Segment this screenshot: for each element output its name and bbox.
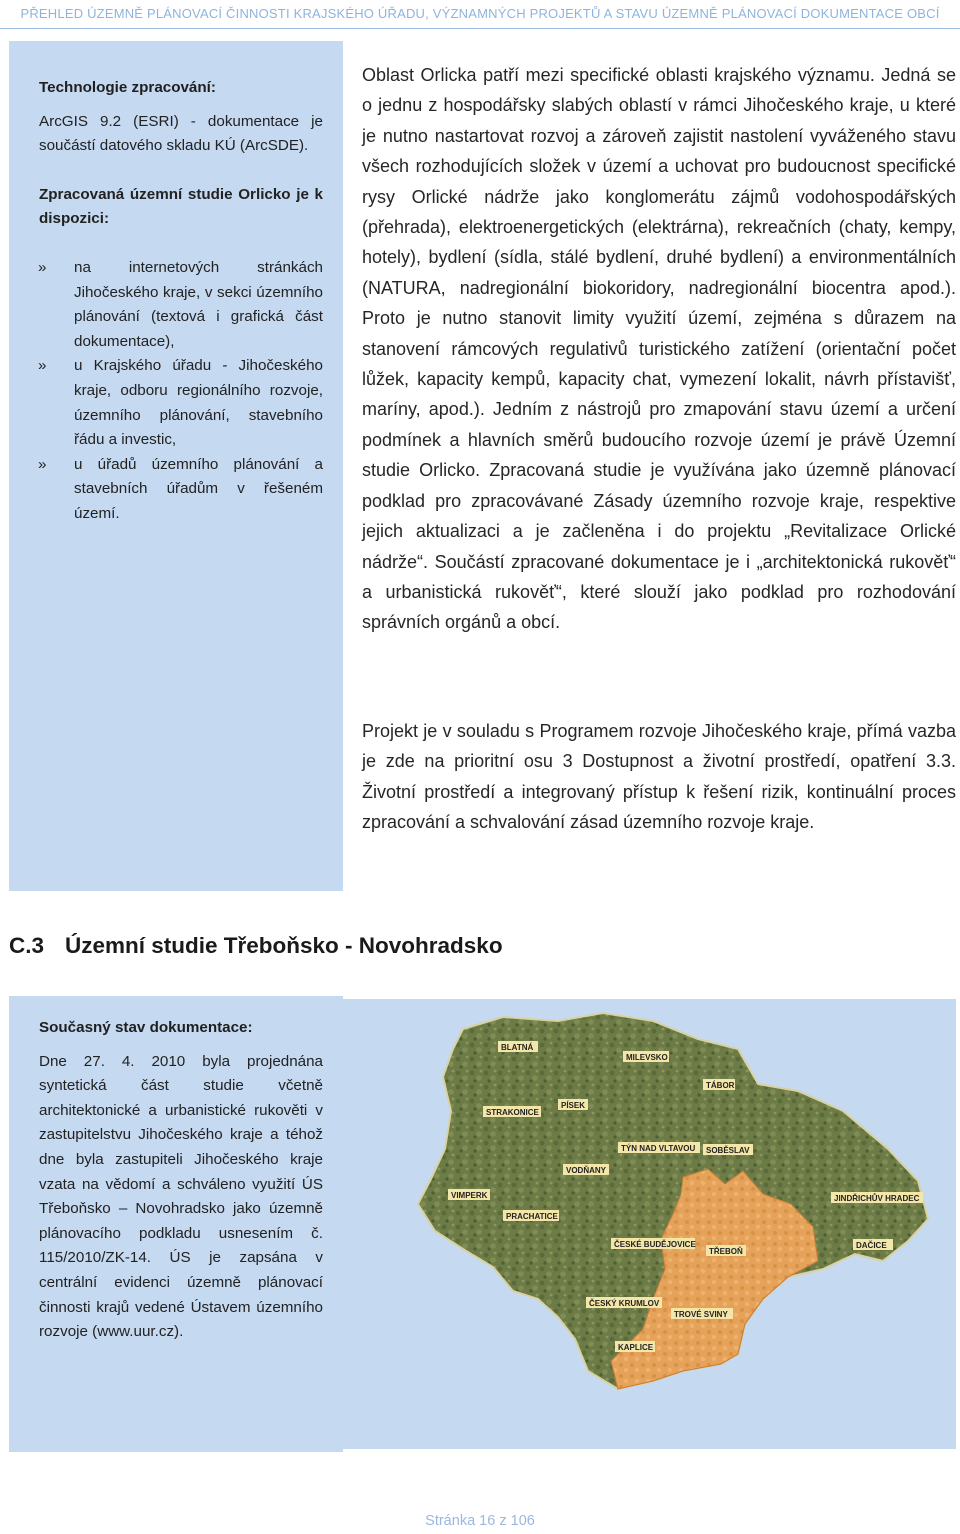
orlicko-paragraph: Oblast Orlicka patří mezi specifické oblasti krajského významu. Jedná se o jednu z hospodářsky slabých oblastí v rámci Jihočeského kraje, u které je nutno nastartovat rozvoj a zároveň zajistit nastolení vyváženého stavu všech rozhodujících složek v území a uchovat pro budoucnost specifické rysy Orlické nádrže jako konglomerátu zájmů vodohospodářských (přehrada), elektroenergetických (elektrárna), rekreačních (chaty, kempy, hotely), bydlení (sídla, stálé bydlení, druhé bydlení) a environmentálních (NATURA, nadregionální biokoridory, nadregionální biocentra apod.). Proto je nutno stanovit limity využití území, zejména s důrazem na stanovení rámcových regulativů turistického zatížení (orientační počet lůžek, kapacity kempů, kapacity chat, vymezení lokalit, návrh přístavišť, maríny, apod.). Jedním z nástrojů pro zmapování stavu území a určení podmínek a hlavních směrů budoucího rozvoje území je právě Územní studie Orlicko. Zpracovaná studie je využívána jako územně plánovací podklad pro zpracovávané Zásady územního rozvoje kraje, respektive jejich aktualizaci a je začleněna i do projektu „Revitalizace Orlické nádrže“. Součástí zpracované dokumentace je i „architektonická rukověť“ a urbanistická rukověť“, které slouží jako podklad pro rozhodování správních orgánů a obcí. [362, 65, 956, 633]
sidebar-technology [9, 41, 343, 891]
svg-text:ČESKÉ BUDĚJOVICE: ČESKÉ BUDĚJOVICE [614, 1240, 696, 1249]
town-label [853, 1239, 893, 1250]
documentation-status-text: Dne 27. 4. 2010 byla projednána syntetická část studie včetně architektonické a urbanistické rukověti v zastupitelstvu Jihočeského kraje a téhož dne byla zastupiteli Jihočeského kraje vzata na vědomí a schváleno využití ÚS Třeboňsko – Novohradsko jako územně plánovacího podkladu usnesením č. 115/2010/ZK-14. ÚS je zapsána v centrální evidenci územně plánovací činnosti krajů vedené Ústavem územního rozvoje (www.uur.cz). [39, 1052, 323, 1341]
svg-text:PÍSEK: PÍSEK [561, 1101, 586, 1110]
page-word: Stránka [425, 1513, 476, 1529]
town-label [503, 1210, 559, 1221]
documentation-status-heading: Současný stav dokumentace: [39, 1019, 253, 1036]
svg-text:MILEVSKO: MILEVSKO [626, 1053, 668, 1062]
availability-list [39, 256, 323, 527]
svg-text:SOBĚSLAV: SOBĚSLAV [706, 1146, 750, 1155]
page-current: 16 [479, 1513, 496, 1529]
svg-text:VIMPERK: VIMPERK [451, 1191, 488, 1200]
bullet-chevron-icon: » [38, 357, 47, 375]
svg-text:DAČICE: DAČICE [856, 1241, 887, 1250]
header-rule [0, 28, 960, 29]
section-title-text: Územní studie Třeboňsko - Novohradsko [65, 933, 503, 958]
town-label [831, 1192, 923, 1203]
town-label [618, 1142, 700, 1153]
technology-text: ArcGIS 9.2 (ESRI) - dokumentace je součástí datového skladu KÚ (ArcSDE). [39, 112, 323, 155]
town-label [703, 1079, 735, 1090]
svg-text:PRACHATICE: PRACHATICE [506, 1212, 558, 1221]
program-paragraph: Projekt je v souladu s Programem rozvoje Jihočeského kraje, přímá vazba je zde na prioritní osu 3 Dostupnost a životní prostředí, opatření 3.3. Životní prostředí a integrovaný přístup k řešení rizik, kontinuální proces zpracování a schvalování zásad územního rozvoje kraje. [362, 721, 956, 833]
town-label [563, 1164, 609, 1175]
svg-text:TŘEBOŇ: TŘEBOŇ [709, 1247, 743, 1256]
svg-text:TÁBOR: TÁBOR [706, 1081, 735, 1090]
region-map-image [343, 999, 956, 1449]
svg-text:BLATNÁ: BLATNÁ [501, 1043, 534, 1052]
section-number: C.3 [9, 933, 45, 958]
page-of: z [499, 1513, 507, 1529]
region-map [343, 999, 956, 1449]
svg-text:STRAKONICE: STRAKONICE [486, 1108, 539, 1117]
svg-text:JINDŘICHŮV HRADEC: JINDŘICHŮV HRADEC [834, 1194, 920, 1203]
availability-heading: Zpracovaná územní studie Orlicko je k dispozici: [39, 185, 323, 228]
list-item: » na internetových stránkách Jihočeského kraje, v sekci územního plánování (textová i grafická část dokumentace), [39, 256, 323, 354]
svg-text:ČESKÝ KRUMLOV: ČESKÝ KRUMLOV [589, 1299, 660, 1308]
town-label [483, 1106, 541, 1117]
svg-text:TROVÉ SVINY: TROVÉ SVINY [674, 1310, 728, 1319]
page-footer [0, 1513, 960, 1529]
technology-heading: Technologie zpracování: [39, 79, 216, 96]
list-item: » u Krajského úřadu - Jihočeského kraje, odboru regionálního rozvoje, územního plánování, stavebního řádu a investic, [39, 354, 323, 452]
svg-text:VODŇANY: VODŇANY [566, 1166, 607, 1175]
town-label [586, 1297, 662, 1308]
town-label [706, 1245, 746, 1256]
town-label [671, 1308, 733, 1319]
town-label [558, 1099, 588, 1110]
bullet-chevron-icon: » [38, 455, 47, 473]
town-label [611, 1238, 696, 1249]
town-label [498, 1041, 538, 1052]
section-title [9, 933, 503, 959]
town-label [623, 1051, 669, 1062]
town-label [448, 1189, 490, 1200]
town-label [615, 1341, 655, 1352]
running-header: PŘEHLED ÚZEMNĚ PLÁNOVACÍ ČINNOSTI KRAJSKÉHO ÚŘADU, VÝZNAMNÝCH PROJEKTŮ A STAVU ÚZEMNĚ PLÁNOVACÍ DOKUMENTACE OBCÍ [20, 6, 940, 21]
page-total: 106 [510, 1513, 535, 1529]
list-item: » u úřadů územního plánování a stavebních úřadům v řešeném území. [39, 453, 323, 527]
svg-text:KAPLICE: KAPLICE [618, 1343, 654, 1352]
bullet-chevron-icon: » [38, 258, 47, 276]
svg-text:TÝN NAD VLTAVOU: TÝN NAD VLTAVOU [621, 1144, 696, 1153]
sidebar-documentation-status [9, 996, 343, 1452]
town-label [703, 1144, 753, 1155]
